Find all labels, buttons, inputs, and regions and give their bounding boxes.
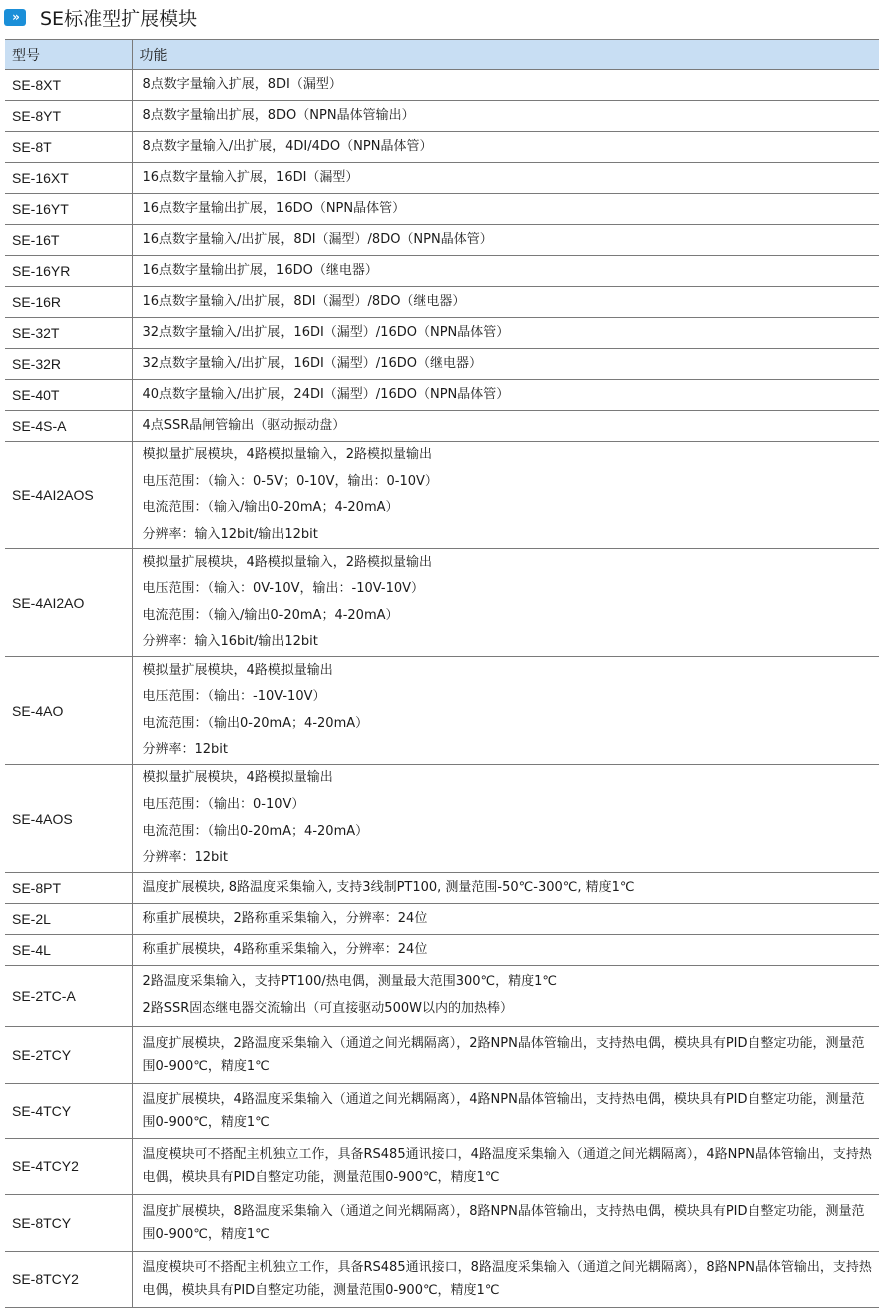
function-cell	[132, 225, 879, 256]
function-line: 温度模块可不搭配主机独立工作，具备RS485通讯接口，4路温度采集输入（通道之间光耦隔离），4路NPN晶体管输出，支持热电偶，模块具有PID自整定功能，测量范围0-900℃，精度1℃	[142, 1147, 872, 1186]
function-line: 电压范围：（输入：0-5V；0-10V，输出：0-10V）	[142, 473, 438, 489]
model-cell: SE-8XT	[5, 70, 132, 101]
function-line: 2路温度采集输入，支持PT100/热电偶，测量最大范围300℃，精度1℃	[142, 974, 558, 990]
section-header	[0, 0, 884, 34]
function-cell	[132, 1083, 879, 1138]
function-line: 电流范围：（输入/输出0-20mA；4-20mA）	[142, 500, 399, 516]
model-cell: SE-2L	[5, 903, 132, 934]
function-cell	[132, 934, 879, 965]
function-line: 8点数字量输出扩展，8DO（NPN晶体管输出）	[142, 108, 415, 123]
model-cell: SE-16YT	[5, 194, 132, 225]
function-cell	[132, 349, 879, 380]
model-cell: SE-4TCY2	[5, 1138, 132, 1194]
model-cell: SE-2TCY	[5, 1026, 132, 1083]
function-line: 8点数字量输入扩展，8DI（漏型）	[142, 77, 342, 92]
function-line: 8点数字量输入/出扩展，4DI/4DO（NPN晶体管）	[142, 139, 433, 154]
function-line: 16点数字量输出扩展，16DO（继电器）	[142, 263, 378, 278]
function-line: 称重扩展模块，2路称重采集输入，分辨率：24位	[142, 910, 428, 926]
function-cell	[132, 965, 879, 1026]
function-line: 16点数字量输出扩展，16DO（NPN晶体管）	[142, 201, 406, 216]
function-line: 32点数字量输入/出扩展，16DI（漏型）/16DO（NPN晶体管）	[142, 325, 510, 340]
model-cell: SE-32T	[5, 318, 132, 349]
function-line: 电流范围：（输出0-20mA；4-20mA）	[142, 715, 369, 731]
function-line: 电压范围：（输出：-10V-10V）	[142, 689, 326, 705]
model-cell: SE-32R	[5, 349, 132, 380]
function-line: 温度扩展模块，8路温度采集输入（通道之间光耦隔离），8路NPN晶体管输出，支持热电偶，模块具有PID自整定功能，测量范围0-900℃，精度1℃	[142, 1203, 865, 1242]
function-line: 称重扩展模块，4路称重采集输入，分辨率：24位	[142, 941, 428, 957]
model-cell: SE-8TCY	[5, 1194, 132, 1251]
model-cell: SE-16T	[5, 225, 132, 256]
table-row	[5, 194, 879, 225]
function-cell	[132, 101, 879, 132]
table-row	[5, 442, 879, 549]
table-row	[5, 70, 879, 101]
function-line: 2路SSR固态继电器交流输出（可直接驱动500W以内的加热棒）	[142, 1000, 513, 1016]
function-cell	[132, 765, 879, 872]
function-cell	[132, 1026, 879, 1083]
table-row	[5, 657, 879, 765]
function-line: 40点数字量输入/出扩展，24DI（漏型）/16DO（NPN晶体管）	[142, 387, 510, 402]
model-cell: SE-8TCY2	[5, 1251, 132, 1307]
table-row	[5, 132, 879, 163]
model-cell: SE-4AI2AOS	[5, 442, 132, 549]
function-cell	[132, 549, 879, 657]
double-chevron-right-icon: »	[4, 9, 26, 26]
function-cell	[132, 903, 879, 934]
model-cell: SE-4TCY	[5, 1083, 132, 1138]
table-row	[5, 163, 879, 194]
table-row	[5, 256, 879, 287]
function-line: 温度扩展模块，4路温度采集输入（通道之间光耦隔离），4路NPN晶体管输出，支持热电偶，模块具有PID自整定功能，测量范围0-900℃，精度1℃	[142, 1091, 865, 1130]
table-row	[5, 1138, 879, 1194]
model-cell: SE-4AO	[5, 657, 132, 765]
function-line: 电流范围：（输出0-20mA；4-20mA）	[142, 823, 369, 839]
table-row	[5, 903, 879, 934]
function-line: 4点SSR晶闸管输出（驱动振动盘）	[142, 418, 346, 433]
column-header-function: 功能	[132, 40, 879, 70]
function-line: 电压范围：（输出：0-10V）	[142, 796, 305, 812]
function-cell	[132, 70, 879, 101]
function-cell	[132, 442, 879, 549]
model-cell: SE-8YT	[5, 101, 132, 132]
model-cell: SE-4AOS	[5, 765, 132, 872]
table-row	[5, 380, 879, 411]
function-line: 模拟量扩展模块，4路模拟量输出	[142, 662, 333, 678]
function-line: 温度模块可不搭配主机独立工作，具备RS485通讯接口，8路温度采集输入（通道之间光耦隔离），8路NPN晶体管输出，支持热电偶，模块具有PID自整定功能，测量范围0-900℃，精度1℃	[142, 1260, 872, 1299]
function-line: 模拟量扩展模块，4路模拟量输入，2路模拟量输出	[142, 554, 433, 570]
table-row	[5, 934, 879, 965]
function-line: 16点数字量输入扩展，16DI（漏型）	[142, 170, 359, 185]
model-cell: SE-16YR	[5, 256, 132, 287]
function-cell	[132, 1138, 879, 1194]
model-cell: SE-4AI2AO	[5, 549, 132, 657]
table-row	[5, 1251, 879, 1307]
table-row	[5, 349, 879, 380]
function-cell	[132, 318, 879, 349]
model-cell: SE-2TC-A	[5, 965, 132, 1026]
function-cell	[132, 163, 879, 194]
function-cell	[132, 132, 879, 163]
function-cell	[132, 380, 879, 411]
function-line: 温度扩展模块，2路温度采集输入（通道之间光耦隔离），2路NPN晶体管输出，支持热电偶，模块具有PID自整定功能，测量范围0-900℃，精度1℃	[142, 1035, 865, 1074]
table-row	[5, 411, 879, 442]
function-line: 电流范围：（输入/输出0-20mA；4-20mA）	[142, 607, 399, 623]
model-cell: SE-4L	[5, 934, 132, 965]
table-row	[5, 965, 879, 1026]
table-row	[5, 287, 879, 318]
function-line: 模拟量扩展模块，4路模拟量输出	[142, 770, 333, 786]
function-cell	[132, 657, 879, 765]
function-cell	[132, 256, 879, 287]
function-line: 温度扩展模块, 8路温度采集输入, 支持3线制PT100, 测量范围-50℃-300℃, 精度1℃	[142, 879, 635, 895]
table-row	[5, 1026, 879, 1083]
table-body	[5, 70, 879, 1308]
table-header-row	[5, 40, 879, 70]
table-row	[5, 549, 879, 657]
function-cell	[132, 1251, 879, 1307]
function-line: 16点数字量输入/出扩展，8DI（漏型）/8DO（继电器）	[142, 294, 466, 309]
function-cell	[132, 287, 879, 318]
table-row	[5, 318, 879, 349]
function-line: 分辨率：输入16bit/输出12bit	[142, 634, 318, 650]
function-line: 32点数字量输入/出扩展，16DI（漏型）/16DO（继电器）	[142, 356, 482, 371]
function-cell	[132, 194, 879, 225]
page-title: SE标准型扩展模块	[40, 7, 198, 30]
function-cell	[132, 872, 879, 903]
function-cell	[132, 411, 879, 442]
model-cell: SE-16XT	[5, 163, 132, 194]
function-line: 模拟量扩展模块，4路模拟量输入，2路模拟量输出	[142, 447, 433, 462]
function-line: 分辨率：12bit	[142, 742, 229, 758]
model-cell: SE-4S-A	[5, 411, 132, 442]
table-row	[5, 1083, 879, 1138]
function-line: 分辨率：输入12bit/输出12bit	[142, 526, 318, 542]
model-cell: SE-40T	[5, 380, 132, 411]
table-row	[5, 765, 879, 872]
module-table	[5, 39, 879, 1308]
table-row	[5, 1194, 879, 1251]
function-line: 16点数字量输入/出扩展，8DI（漏型）/8DO（NPN晶体管）	[142, 232, 493, 247]
model-cell: SE-8PT	[5, 872, 132, 903]
function-line: 电压范围：（输入：0V-10V，输出：-10V-10V）	[142, 581, 425, 597]
table-row	[5, 872, 879, 903]
table-row	[5, 225, 879, 256]
column-header-model: 型号	[5, 40, 132, 70]
table-row	[5, 101, 879, 132]
model-cell: SE-16R	[5, 287, 132, 318]
function-line: 分辨率：12bit	[142, 850, 229, 866]
model-cell: SE-8T	[5, 132, 132, 163]
function-cell	[132, 1194, 879, 1251]
